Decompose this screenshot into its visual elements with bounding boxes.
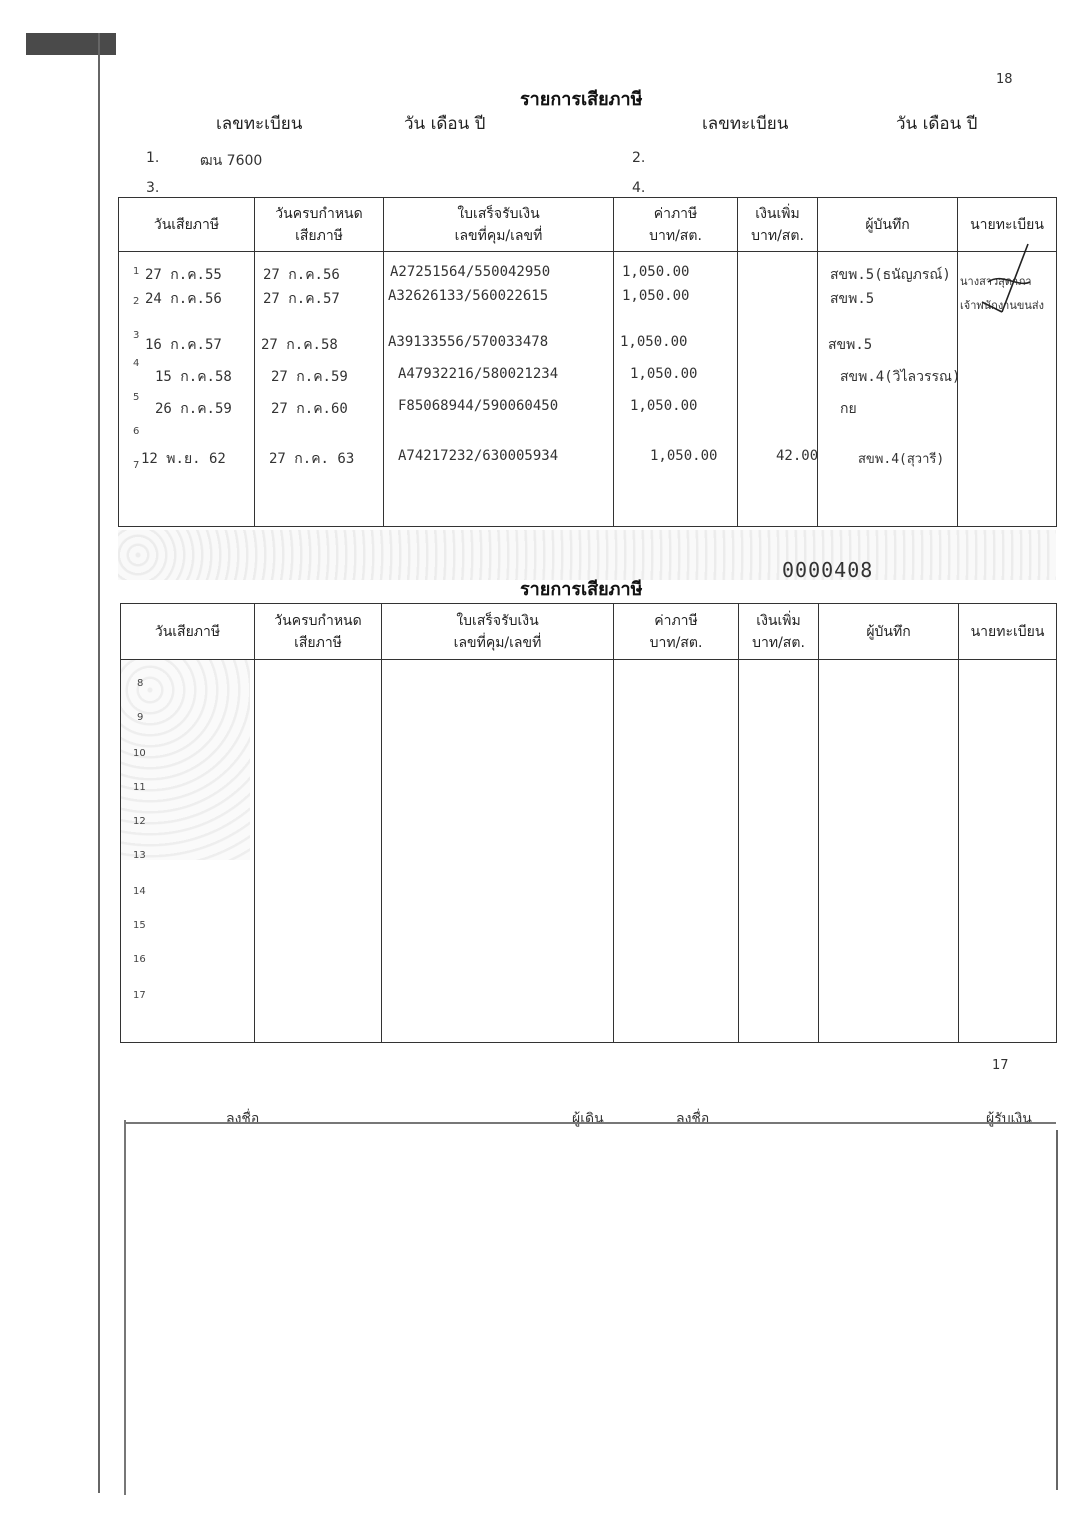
row-number: 1: [133, 266, 140, 277]
registrar-stamp-title: เจ้าพนักงานขนส่ง: [960, 299, 1045, 312]
recorder-name: กย: [840, 401, 857, 417]
column-header-tax: ค่าภาษี บาท/สต.: [614, 198, 738, 252]
paid-date: 26 ก.ค.59: [155, 401, 232, 417]
row-number: 16: [133, 954, 146, 965]
row-number: 2: [133, 296, 140, 307]
due-date: 27 ก.ค.56: [263, 267, 340, 283]
recorder-name: สขพ.4(สุวารี): [858, 452, 945, 467]
column-header-registrar: นายทะเบียน: [959, 604, 1057, 660]
page-number: 18: [996, 72, 1013, 87]
registration-4-number: 4.: [632, 180, 646, 196]
recorder-name: สขพ.5: [830, 291, 875, 307]
header-registration-right: เลขทะเบียน: [702, 114, 789, 134]
column-header-due-date: วันครบกำหนด เสียภาษี: [255, 604, 382, 660]
page-title: รายการเสียภาษี: [520, 89, 643, 110]
table-header-row: [119, 198, 1057, 252]
row-number: 4: [133, 358, 140, 369]
tax-amount: 1,050.00: [622, 264, 690, 280]
row-number: 17: [133, 990, 146, 1001]
partial-stamp-number: 0000408: [782, 558, 874, 582]
tax-amount: 1,050.00: [622, 288, 690, 304]
registrar-stamp-name: นางสาวสุดาภา: [960, 275, 1032, 288]
witness-label: ผู้เดิน: [572, 1111, 604, 1127]
receipt-number: A47932216/580021234: [398, 366, 559, 382]
column-header-recorder: ผู้บันทึก: [818, 198, 958, 252]
column-header-paid-date: วันเสียภาษี: [121, 604, 255, 660]
recorder-name: สขพ.5(ธนัญภรณ์): [830, 267, 951, 283]
row-number: 5: [133, 392, 140, 403]
due-date: 27 ก.ค.59: [271, 369, 348, 385]
surcharge-amount: 42.00: [776, 448, 819, 464]
receiver-label: ผู้รับเงิน: [986, 1111, 1032, 1127]
row-number: 9: [137, 712, 144, 723]
receipt-number: F85068944/590060450: [398, 398, 559, 414]
row-number: 12: [133, 816, 146, 827]
due-date: 27 ก.ค.60: [271, 401, 348, 417]
bottom-page-number: 17: [992, 1058, 1009, 1073]
overlay-sheet-top-edge: [124, 1122, 1056, 1124]
paid-date: 12 พ.ย. 62: [141, 451, 226, 467]
row-number: 15: [133, 920, 146, 931]
row-number: 14: [133, 886, 146, 897]
section-title: รายการเสียภาษี: [520, 579, 643, 600]
table-body-row: [119, 252, 1057, 527]
paid-date: 27 ก.ค.55: [145, 267, 222, 283]
tax-amount: 1,050.00: [620, 334, 688, 350]
receipt-number: A27251564/550042950: [390, 264, 551, 280]
row-number: 7: [133, 460, 140, 471]
overlay-sheet-left-edge: [124, 1120, 126, 1495]
table-body-row: [121, 660, 1057, 1043]
paid-date: 15 ก.ค.58: [155, 369, 232, 385]
paid-date: 16 ก.ค.57: [145, 337, 222, 353]
receipt-number: A39133556/570033478: [388, 334, 549, 350]
receipt-number: A32626133/560022615: [388, 288, 549, 304]
tax-amount: 1,050.00: [630, 398, 698, 414]
tax-amount: 1,050.00: [650, 448, 718, 464]
paid-date: 24 ก.ค.56: [145, 291, 222, 307]
row-number: 8: [137, 678, 144, 689]
tax-ledger-table-2: [120, 603, 1057, 1043]
header-date-right: วัน เดือน ปี: [896, 114, 978, 134]
table-header-row: [121, 604, 1057, 660]
recorder-name: สขพ.4(วิไลวรรณ): [840, 369, 961, 385]
recorder-name: สขพ.5: [828, 337, 873, 353]
column-header-surcharge: เงินเพิ่ม บาท/สต.: [739, 604, 819, 660]
row-number: 10: [133, 748, 146, 759]
due-date: 27 ก.ค.57: [263, 291, 340, 307]
column-header-paid-date: วันเสียภาษี: [119, 198, 255, 252]
column-header-tax: ค่าภาษี บาท/สต.: [614, 604, 739, 660]
registration-3-number: 3.: [146, 180, 160, 196]
row-number: 13: [133, 850, 146, 861]
registrar-signature-icon: [978, 242, 1038, 322]
header-date-left: วัน เดือน ปี: [404, 114, 486, 134]
overlay-sheet-right-edge: [1056, 1130, 1058, 1490]
column-header-receipt: ใบเสร็จรับเงิน เลขที่คุม/เลขที่: [382, 604, 614, 660]
tax-amount: 1,050.00: [630, 366, 698, 382]
column-header-registrar: นายทะเบียน: [958, 198, 1057, 252]
row-number: 6: [133, 426, 140, 437]
sign-label-right: ลงชื่อ: [676, 1111, 710, 1127]
due-date: 27 ก.ค. 63: [269, 451, 355, 467]
sign-label-left: ลงชื่อ: [226, 1111, 260, 1127]
column-header-recorder: ผู้บันทึก: [819, 604, 959, 660]
row-number: 11: [133, 782, 146, 793]
due-date: 27 ก.ค.58: [261, 337, 338, 353]
column-header-due-date: วันครบกำหนด เสียภาษี: [255, 198, 384, 252]
tax-ledger-table-1: [118, 197, 1057, 527]
header-registration-left: เลขทะเบียน: [216, 114, 303, 134]
registration-1-value: ฒน 7600: [200, 153, 263, 169]
watermark-seal-band: [118, 530, 1056, 580]
page-left-edge: [98, 33, 118, 1493]
registration-2-number: 2.: [632, 150, 646, 166]
column-header-receipt: ใบเสร็จรับเงิน เลขที่คุม/เลขที่: [384, 198, 614, 252]
column-header-surcharge: เงินเพิ่ม บาท/สต.: [738, 198, 818, 252]
registration-1-number: 1.: [146, 150, 160, 166]
row-number: 3: [133, 330, 140, 341]
receipt-number: A74217232/630005934: [398, 448, 559, 464]
